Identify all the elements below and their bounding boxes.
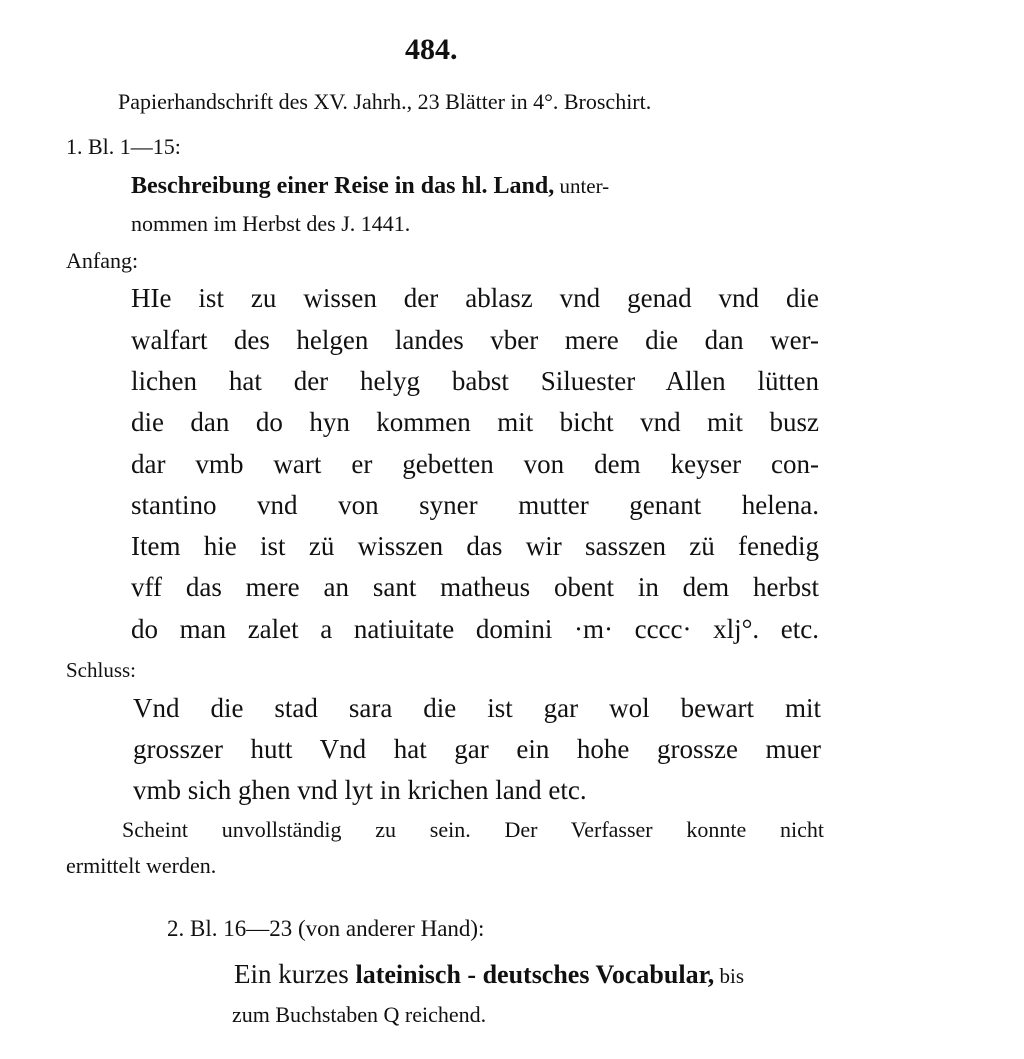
incipit-line: Item hie ist zü wisszen das wir sasszen zü fenedig [131, 531, 819, 561]
item1-title-rest: unter- [554, 174, 610, 198]
incipit-line: die dan do hyn kommen mit bicht vnd mit busz [131, 407, 819, 437]
incipit-line: do man zalet a natiuitate domini ·m· cccc· xlj°. etc. [131, 614, 819, 644]
anfang-label: Anfang: [66, 248, 139, 273]
incipit-line: lichen hat der helyg babst Siluester Allen lütten [131, 366, 819, 396]
manuscript-description: Papierhandschrift des XV. Jahrh., 23 Blätter in 4°. Broschirt. [118, 89, 652, 114]
incipit-line: dar vmb wart er gebetten von dem keyser con- [131, 449, 819, 479]
incipit-line: walfart des helgen landes vber mere die dan wer- [131, 325, 819, 355]
item1-title-bold: Beschreibung einer Reise in das hl. Land, [131, 173, 555, 199]
item1-note: Scheint unvollständig zu sein. Der Verfasser konnte nicht [122, 817, 824, 842]
explicit-line: vmb sich ghen vnd lyt in krichen land etc. [133, 775, 587, 805]
item2-title [234, 961, 744, 988]
item2-title-continuation: zum Buchstaben Q reichend. [232, 1002, 487, 1027]
item1-title [131, 174, 609, 198]
item2-heading: 2. Bl. 16—23 (von anderer Hand): [167, 916, 485, 941]
incipit-line: HIe ist zu wissen der ablasz vnd genad vnd die [131, 283, 819, 313]
explicit-line: grosszer hutt Vnd hat gar ein hohe grossze muer [133, 734, 821, 764]
item2-title-pre: Ein kurzes [234, 959, 356, 989]
item1-note-continuation: ermittelt werden. [66, 853, 217, 878]
schluss-label: Schluss: [66, 658, 137, 682]
item2-title-rest: bis [714, 964, 744, 988]
item2-title-bold: lateinisch - deutsches Vocabular, [355, 960, 715, 989]
item1-heading: 1. Bl. 1—15: [66, 134, 181, 159]
page-number: 484. [405, 33, 458, 66]
incipit-line: stantino vnd von syner mutter genant helena. [131, 490, 819, 520]
explicit-line: Vnd die stad sara die ist gar wol bewart mit [133, 693, 821, 723]
item1-title-continuation: nommen im Herbst des J. 1441. [131, 211, 411, 236]
incipit-line: vff das mere an sant matheus obent in dem herbst [131, 572, 819, 602]
